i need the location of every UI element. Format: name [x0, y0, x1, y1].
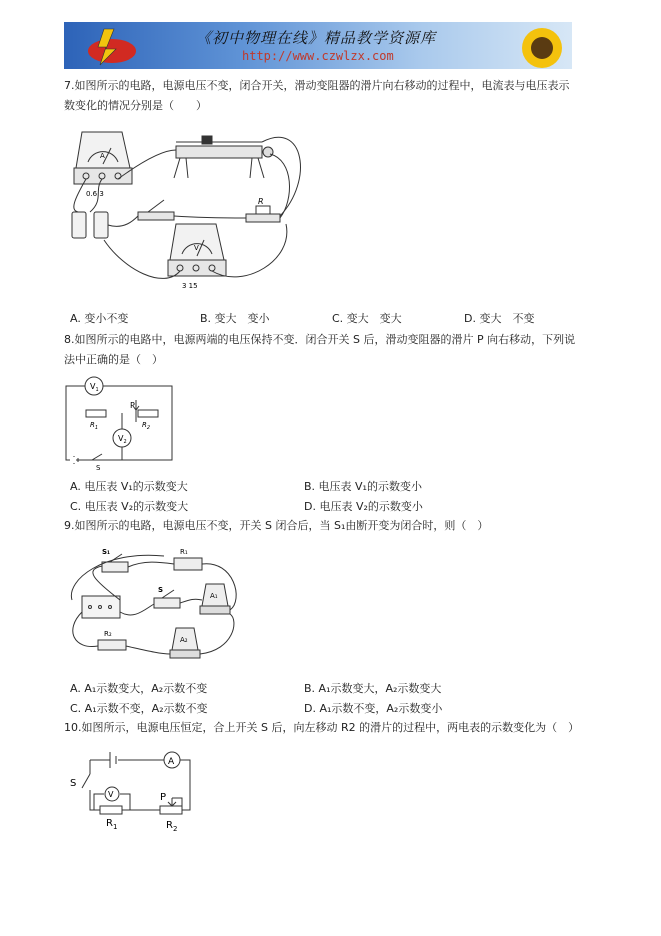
q7-option-d: D. 变大 不变 — [464, 312, 535, 325]
q10-p-label: P — [160, 792, 167, 803]
q10-v-label: V — [108, 790, 114, 799]
q8-option-d: D. 电压表 V₂的示数变小 — [304, 500, 423, 513]
logo-icon — [82, 25, 142, 67]
banner-url: http://www.czwlzx.com — [242, 49, 394, 63]
q10-stem: 10.如图所示，电源电压恒定，合上开关 S 后，向左移动 R2 的滑片的过程中，两电表的示数变化为（ ） — [64, 721, 580, 734]
q7-stem-line2: 数变化的情况分别是（ ） — [64, 99, 207, 112]
q7-resistor-label: R — [258, 197, 264, 206]
q7-option-c: C. 变大 变大 — [332, 312, 402, 325]
q8-option-a: A. 电压表 V₁的示数变大 — [70, 480, 188, 493]
q7-ammeter-scale: 0.6 3 — [86, 190, 104, 198]
header-banner — [64, 22, 572, 69]
q8-r2-label: $R_2$ — [142, 421, 151, 431]
q9-a1-label: A₁ — [210, 592, 218, 600]
q7-ammeter-label: A — [100, 152, 105, 160]
q7-voltmeter-scale: 3 15 — [182, 282, 198, 290]
q9-a2-label: A₂ — [180, 636, 188, 644]
q8-v1-label: $V_1$ — [90, 382, 99, 393]
q9-option-b: B. A₁示数变大，A₂示数变大 — [304, 682, 442, 695]
q9-option-a: A. A₁示数变大，A₂示数不变 — [70, 682, 208, 695]
q7-stem-line1: 7.如图所示的电路，电源电压不变，闭合开关，滑动变阻器的滑片向右移动的过程中，电流表与电压表示 — [64, 79, 570, 92]
q9-option-c: C. A₁示数不变，A₂示数不变 — [70, 702, 208, 715]
q10-s-label: S — [70, 778, 77, 789]
q10-r1-label: $R_1$ — [106, 818, 118, 831]
q8-option-b: B. 电压表 V₁的示数变小 — [304, 480, 422, 493]
q9-r1-label: R₁ — [180, 548, 188, 556]
q8-s-label: S — [96, 464, 101, 472]
q8-stem-line1: 8.如图所示的电路中，电源两端的电压保持不变．闭合开关 S 后，滑动变阻器的滑片 P 向右移动，下列说 — [64, 333, 576, 346]
q8-v2-label: $V_2$ — [118, 434, 127, 445]
q9-s1-label: S₁ — [102, 548, 111, 556]
q7-voltmeter-label: V — [194, 244, 199, 252]
q10-r2-label: $R_2$ — [166, 820, 178, 833]
q7-circuit-figure — [64, 120, 304, 300]
q9-option-d: D. A₁示数不变，A₂示数变小 — [304, 702, 443, 715]
q7-option-b: B. 变大 变小 — [200, 312, 270, 325]
q8-p-label: P — [130, 401, 135, 410]
q9-stem: 9.如图所示的电路，电源电压不变，开关 S 闭合后，当 S₁由断开变为闭合时，则（ ） — [64, 519, 489, 532]
banner-title: 《初中物理在线》精品教学资源库 — [196, 29, 437, 47]
q10-a-label: A — [168, 757, 175, 767]
q8-r1-label: $R_1$ — [90, 421, 99, 431]
q10-circuit-figure — [64, 744, 204, 840]
q9-r2-label: R₂ — [104, 630, 112, 638]
q8-stem-line2: 法中正确的是（ ） — [64, 353, 163, 366]
q7-option-a: A. 变小不变 — [70, 312, 129, 325]
q8-option-c: C. 电压表 V₂的示数变大 — [70, 500, 189, 513]
q8-circuit-figure — [64, 372, 184, 472]
q9-s-label: S — [158, 586, 164, 594]
q9-circuit-figure — [64, 540, 244, 668]
sunflower-icon — [502, 22, 572, 69]
